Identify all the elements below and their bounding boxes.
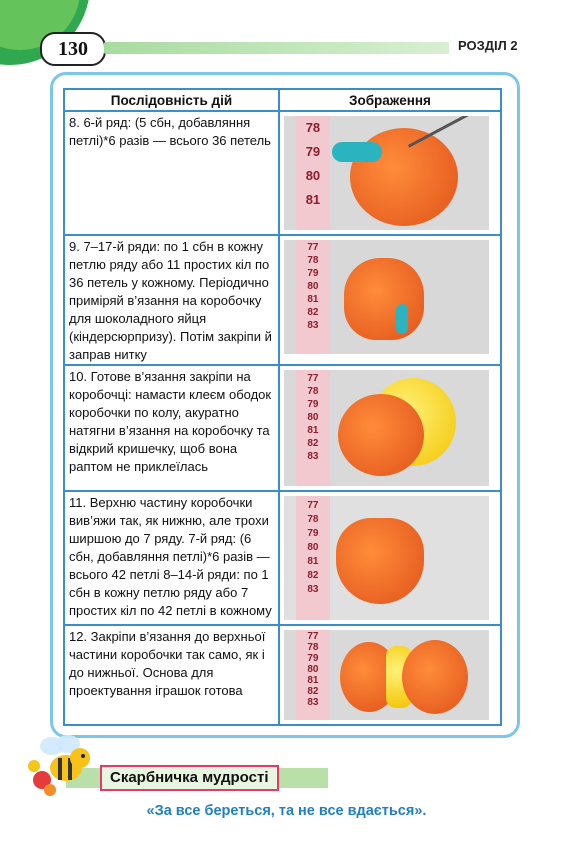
step-text: 12. Закріпи в’язання до верхньої частини коробочки так само, як і до нижньої. Основа для проектування іграшок готова xyxy=(64,625,279,725)
table-row xyxy=(64,365,501,491)
step-text: 8. 6-й ряд: (5 сбн, добавляння петлі)*6 разів — всього 36 петель xyxy=(64,111,279,235)
crochet-covered-box xyxy=(338,394,424,476)
measuring-tape: 78 79 80 81 xyxy=(296,116,330,230)
crochet-cup xyxy=(344,258,424,340)
measuring-tape: 77 78 79 80 81 82 83 xyxy=(296,370,330,486)
measuring-tape: 77 78 79 80 81 82 83 xyxy=(296,496,330,620)
bee-icon xyxy=(22,728,100,800)
step-photo xyxy=(284,370,489,486)
step-image-cell xyxy=(279,365,501,491)
step-text: 11. Верхню частину коробочки вив’яжи так, як нижню, але трохи ширшою до 7 ряду. 7-й ряд: (6 сбн, добавляння петлі)*6 разів — всього 42 петлі 8–14-й ряди: по 1 сбн в кожну петлю ряду або 7 простих кіл по 42 петлі в кожному xyxy=(64,491,279,625)
step-text: 10. Готове в’язання закріпи на коробочці: намасти клеєм ободок коробочки по колу, акуратно натягни в’язання на коробочку та відкрий кришечку, щоб вона раптом не приклеїлась xyxy=(64,365,279,491)
stitch-marker-icon xyxy=(332,142,382,162)
proverb-quote: «За все береться, та не все вдається». xyxy=(146,803,427,819)
crochet-cup xyxy=(336,518,424,604)
header-bar xyxy=(104,42,449,54)
crochet-right-half xyxy=(402,640,468,714)
step-photo xyxy=(284,240,489,354)
measuring-tape: 77 78 79 80 81 82 83 xyxy=(296,630,330,720)
stitch-marker-icon xyxy=(396,304,408,334)
step-image-cell xyxy=(279,491,501,625)
column-header-steps: Послідовність дій xyxy=(64,89,279,111)
step-text: 9. 7–17-й ряди: по 1 сбн в кожну петлю ряду або 11 простих кіл по 36 петель у кожному. Періодично приміряй в’язання на коробочку для шоколадного яйця (кіндерсюрпризу). Потім закріпи й заправ нитку xyxy=(64,235,279,365)
measuring-tape: 77 78 79 80 81 82 83 xyxy=(296,240,330,354)
step-photo xyxy=(284,496,489,620)
page-number-badge xyxy=(40,32,106,66)
table-header-row xyxy=(64,89,501,111)
step-image-cell xyxy=(279,235,501,365)
step-photo xyxy=(284,630,489,720)
step-image-cell xyxy=(279,111,501,235)
table-row xyxy=(64,625,501,725)
table-row xyxy=(64,111,501,235)
steps-table xyxy=(63,88,502,726)
column-header-images: Зображення xyxy=(279,89,501,111)
treasure-title: Скарбничка мудрості xyxy=(100,765,279,791)
section-label: РОЗДІЛ 2 xyxy=(458,38,518,53)
step-photo xyxy=(284,116,489,230)
page-number: 130 xyxy=(58,37,88,60)
table-row xyxy=(64,491,501,625)
table-row xyxy=(64,235,501,365)
step-image-cell xyxy=(279,625,501,725)
